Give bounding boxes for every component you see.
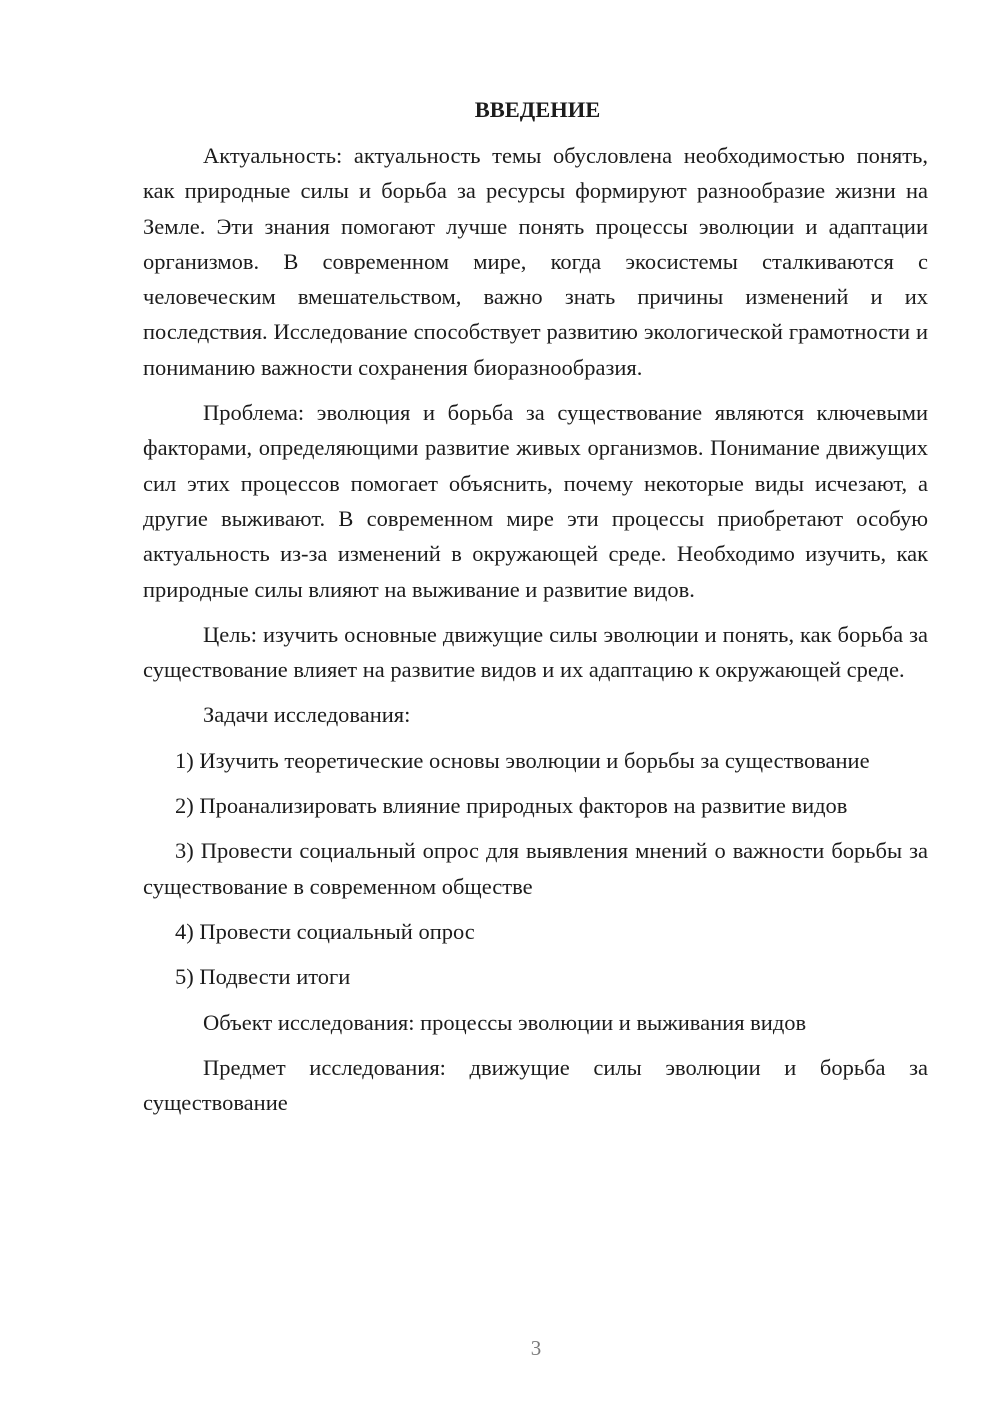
page-content — [143, 92, 928, 1130]
goal-paragraph: Цель: изучить основные движущие силы эволюции и понять, как борьба за существование влияет на развитие видов и их адаптацию к окружающей среде. — [143, 621, 928, 683]
object-paragraph: Объект исследования: процессы эволюции и выживания видов — [203, 1009, 807, 1035]
page-number: 3 — [530, 1336, 542, 1360]
task-item-3: 3) Провести социальный опрос для выявления мнений о важности борьбы за существование в современном обществе — [143, 838, 928, 899]
subject-paragraph: Предмет исследования: движущие силы эволюции и борьба за существование — [143, 1054, 928, 1116]
task-item-5: 5) Подвести итоги — [175, 964, 351, 990]
section-heading: ВВЕДЕНИЕ — [474, 97, 601, 122]
task-item-4: 4) Провести социальный опрос — [175, 918, 475, 944]
relevance-paragraph: Актуальность: актуальность темы обусловлена необходимостью понять, как природные силы и борьба за ресурсы формируют разнообразие жизни на Земле. Эти знания помогают лучше понять процессы эволюции и адаптации организмов. В современном мире, когда экосистемы сталкиваются с человеческим вмешательством, важно знать причины изменений и их последствия. Исследование способствует развитию экологической грамотности и пониманию важности сохранения биоразнообразия. — [143, 143, 928, 380]
problem-paragraph: Проблема: эволюция и борьба за существование являются ключевыми факторами, определяющими развитие живых организмов. Понимание движущих сил этих процессов помогает объяснить, почему некоторые виды исчезают, а другие выживают. В современном мире эти процессы приобретают особую актуальность из-за изменений в окружающей среде. Необходимо изучить, как природные силы влияют на выживание и развитие видов. — [143, 400, 928, 602]
tasks-title: Задачи исследования: — [203, 702, 411, 728]
task-item-2: 2) Проанализировать влияние природных факторов на развитие видов — [175, 793, 848, 819]
task-item-1: 1) Изучить теоретические основы эволюции и борьбы за существование — [175, 747, 870, 773]
